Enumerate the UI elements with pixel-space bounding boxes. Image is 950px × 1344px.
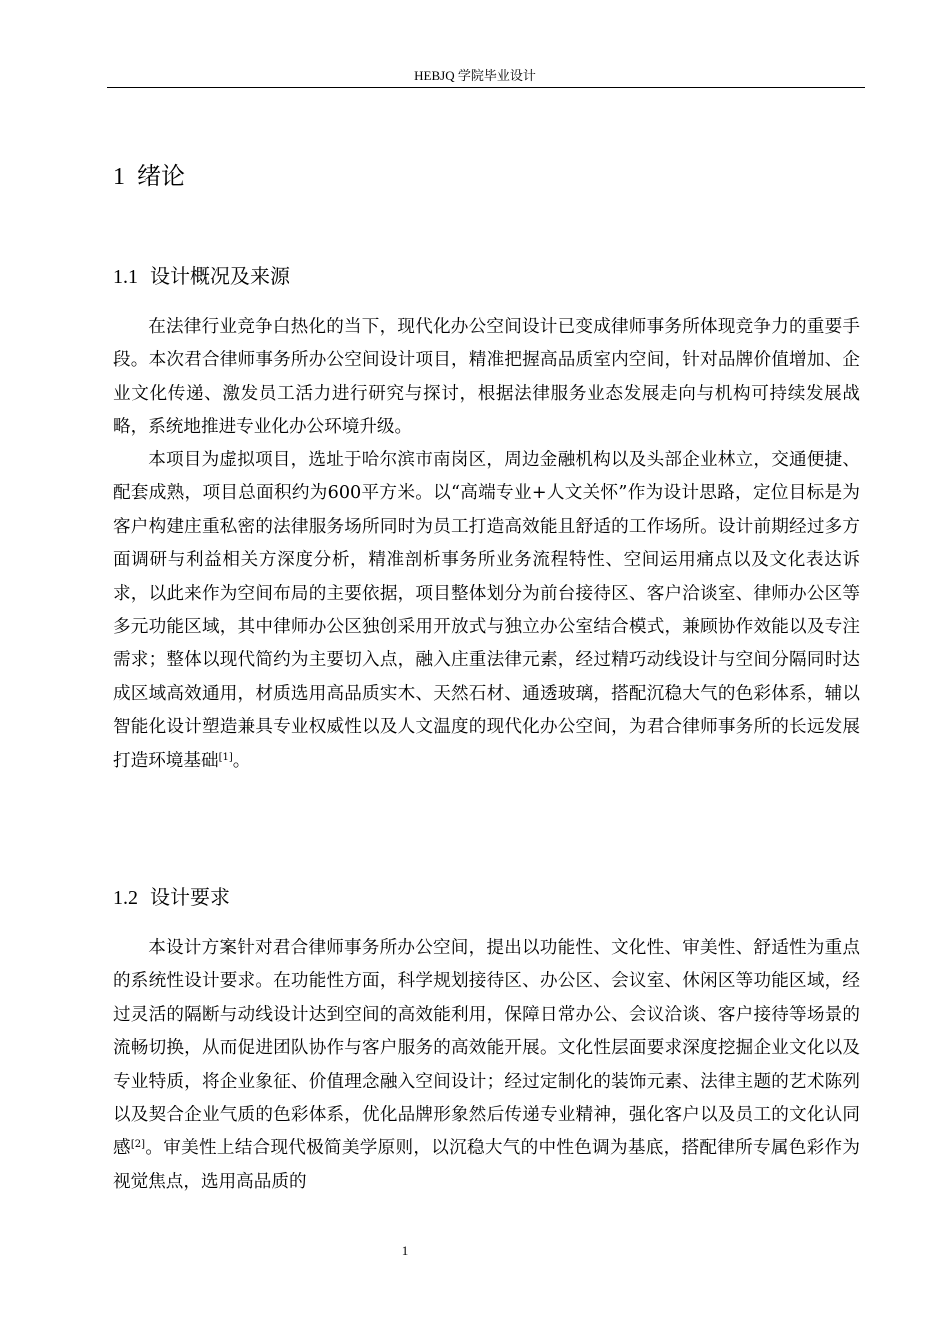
- paragraph-text-end: 。: [232, 750, 251, 771]
- paragraph: [113, 932, 860, 1199]
- paragraph: 在法律行业竞争白热化的当下，现代化办公空间设计已变成律师事务所体现竞争力的重要手段。本次君合律师事务所办公空间设计项目，精准把握高品质室内空间，针对品牌价值增加、企业文化传递、激发员工活力进行研究与探讨，根据法律服务业态发展走向与机构可持续发展战略，系统地推进专业化办公环境升级。: [113, 317, 860, 438]
- citation-ref: [1]: [218, 751, 233, 763]
- header-divider: [107, 87, 865, 88]
- paragraph-text-end: 。审美性上结合现代极简美学原则，以沉稳大气的中性色调为基底，搭配律所专属色彩作为视觉焦点，选用高品质的: [113, 1138, 860, 1192]
- section-number: 1.1: [113, 266, 138, 288]
- section-number: 1.2: [113, 887, 138, 909]
- section-title: 设计概况及来源: [150, 264, 290, 288]
- paragraph-text: 本设计方案针对君合律师事务所办公空间，提出以功能性、文化性、审美性、舒适性为重点的系统性设计要求。在功能性方面，科学规划接待区、办公区、会议室、休闲区等功能区域，经过灵活的隔断与动线设计达到空间的高效能利用，保障日常办公、会议洽谈、客户接待等场景的流畅切换，从而促进团队协作与客户服务的高效能开展。文化性层面要求深度挖掘企业文化以及专业特质，将企业象征、价值理念融入空间设计；经过定制化的装饰元素、法律主题的艺术陈列以及契合企业气质的色彩体系，优化品牌形象然后传递专业精神，强化客户以及员工的文化认同感: [113, 938, 860, 1159]
- chapter-title: 绪论: [137, 162, 185, 190]
- page-number: 1: [401, 1243, 409, 1258]
- section-title: 设计要求: [150, 885, 230, 909]
- paragraph: [113, 444, 860, 778]
- chapter-heading: [113, 158, 185, 195]
- citation-ref: [2]: [130, 1139, 146, 1151]
- page-header: HEBJQ 学院毕业设计: [414, 68, 536, 83]
- chapter-number: 1: [113, 164, 125, 190]
- section-heading-1-1: [113, 261, 290, 292]
- section-heading-1-2: [113, 882, 230, 913]
- paragraph-text: 本项目为虚拟项目，选址于哈尔滨市南岗区，周边金融机构以及头部企业林立，交通便捷、配套成熟，项目总面积约为600平方米。以“高端专业+人文关怀”作为设计思路，定位目标是为客户构建庄重私密的法律服务场所同时为员工打造高效能且舒适的工作场所。设计前期经过多方面调研与利益相关方深度分析，精准剖析事务所业务流程特性、空间运用痛点以及文化表达诉求，以此来作为空间布局的主要依据，项目整体划分为前台接待区、客户洽谈室、律师办公区等多元功能区域，其中律师办公区独创采用开放式与独立办公室结合模式，兼顾协作效能以及专注需求；整体以现代简约为主要切入点，融入庄重法律元素，经过精巧动线设计与空间分隔同时达成区域高效通用，材质选用高品质实木、天然石材、通透玻璃，搭配沉稳大气的色彩体系，辅以智能化设计塑造兼具专业权威性以及人文温度的现代化办公空间，为君合律师事务所的长远发展打造环境基础: [113, 450, 860, 771]
